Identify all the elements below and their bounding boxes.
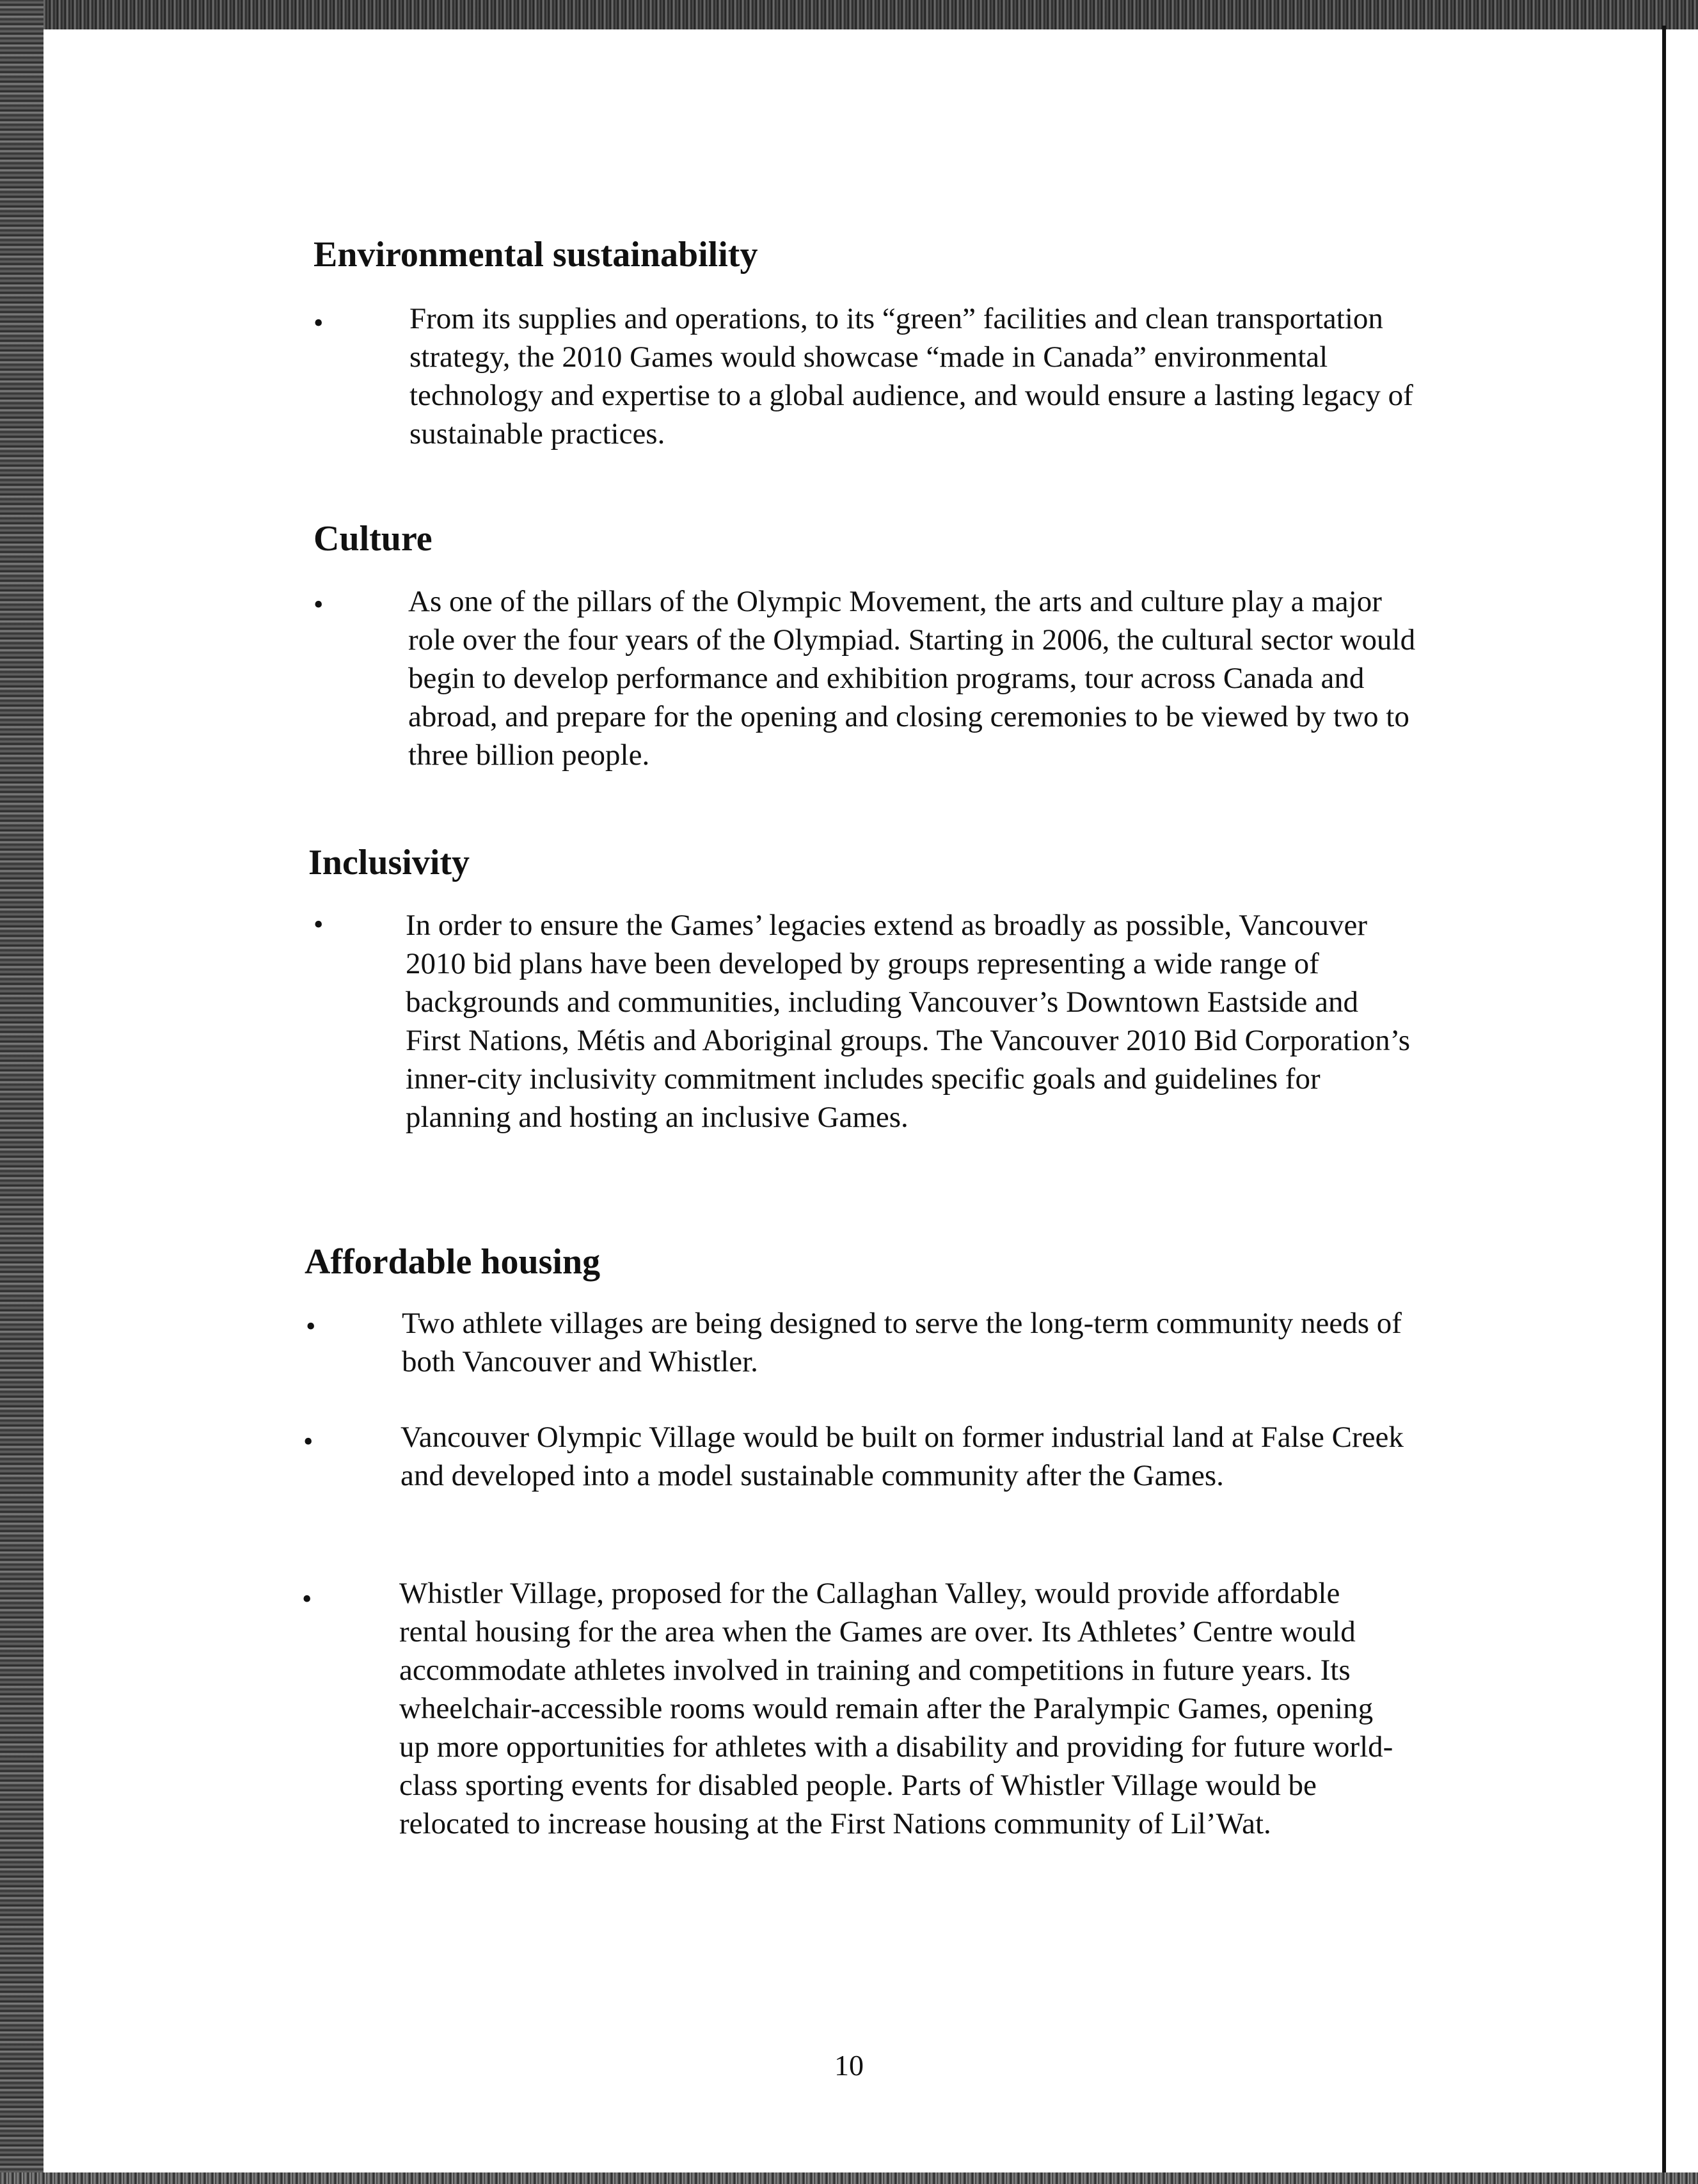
scan-border-left (0, 0, 44, 2184)
scan-border-top (0, 0, 1698, 29)
scan-border-bottom (0, 2172, 1698, 2184)
paragraph-housing-vancouver-village: Vancouver Olympic Village would be built on former industrial land at False Creek and developed into a model sustainable community after the Games. (401, 1421, 1404, 1492)
paragraph-housing-whistler-village: Whistler Village, proposed for the Callaghan Valley, would provide affordable rental housing for the area when the Games are over. Its Athletes’ Centre would accommodate athletes involved in training and competitions in future years. Its wheelchair-accessible rooms would remain after the Paralympic Games, opening up more opportunities for athletes with a disability and providing for future world-class sporting events for disabled people. Parts of Whistler Village would be relocated to increase housing at the First Nations community of Lil’Wat. (399, 1577, 1393, 1840)
bullet-icon: • (313, 307, 324, 339)
bullet-icon: • (302, 1583, 312, 1614)
heading-environmental-sustainability: Environmental sustainability (313, 235, 758, 275)
heading-culture: Culture (313, 519, 432, 559)
bullet-icon: • (303, 1426, 313, 1457)
page-edge-right (1662, 26, 1666, 2172)
page-number: 10 (834, 2049, 864, 2082)
heading-affordable-housing: Affordable housing (305, 1242, 601, 1282)
bullet-icon: • (306, 1311, 316, 1342)
paragraph-environment: From its supplies and operations, to its “green” facilities and clean transportation strategy, the 2010 Games would showcase “made in Canada” environmental technology and expertise to a global audience, and would ensure a lasting legacy of sustainable practices. (409, 302, 1413, 450)
paragraph-inclusivity: In order to ensure the Games’ legacies extend as broadly as possible, Vancouver 2010 bid plans have been developed by groups representing a wide range of backgrounds and communities, including Vancouver’s Downtown Eastside and First Nations, Métis and Aboriginal groups. The Vancouver 2010 Bid Corporation’s inner-city inclusivity commitment includes specific goals and guidelines for planning and hosting an inclusive Games. (406, 909, 1411, 1134)
bullet-icon: • (313, 589, 324, 620)
bullet-icon: • (313, 909, 324, 940)
paragraph-housing-villages: Two athlete villages are being designed to serve the long-term community needs of both Vancouver and Whistler. (402, 1307, 1402, 1378)
paragraph-culture: As one of the pillars of the Olympic Movement, the arts and culture play a major role over the four years of the Olympiad. Starting in 2006, the cultural sector would begin to develop performance and exhibition programs, tour across Canada and abroad, and prepare for the opening and closing ceremonies to be viewed by two to three billion people. (408, 585, 1416, 772)
heading-inclusivity: Inclusivity (308, 843, 470, 882)
